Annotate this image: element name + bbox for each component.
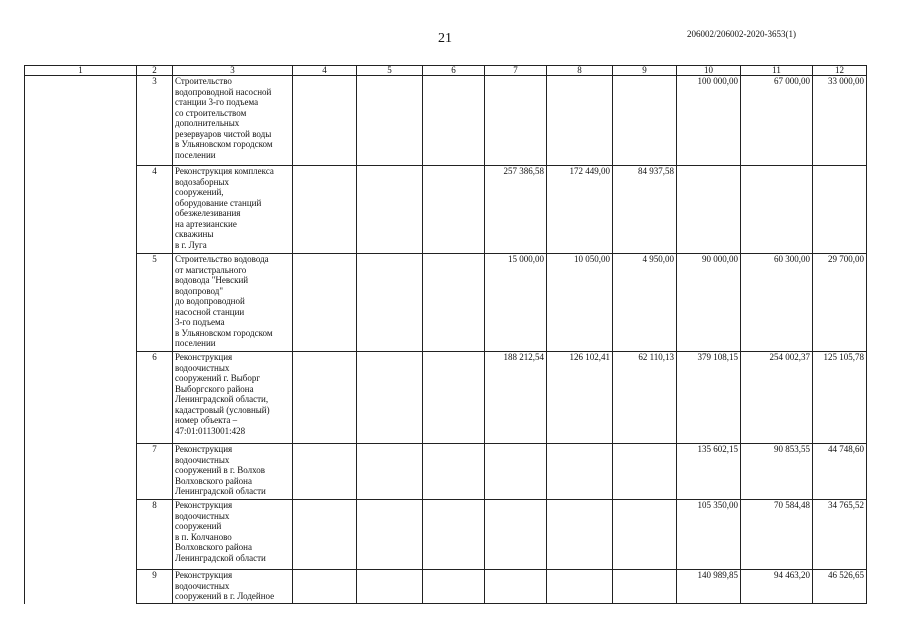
col6-cell [423,76,485,166]
group-cell [25,444,137,500]
col10-value-cell: 379 108,15 [677,352,741,444]
col10-value-cell: 105 350,00 [677,500,741,570]
col9-value-cell: 4 950,00 [613,254,677,352]
row-number-cell: 9 [137,570,173,604]
col10-value-cell: 90 000,00 [677,254,741,352]
col8-value-cell [547,570,613,604]
table-row [25,444,867,500]
col6-cell [423,444,485,500]
column-header: 11 [741,66,813,76]
column-header: 6 [423,66,485,76]
table-row [25,500,867,570]
group-cell [25,570,137,604]
row-number-cell: 5 [137,254,173,352]
column-header: 10 [677,66,741,76]
col9-value-cell: 84 937,58 [613,166,677,254]
col7-value-cell [485,76,547,166]
col4-cell [293,166,357,254]
col7-value-cell [485,570,547,604]
col8-value-cell: 126 102,41 [547,352,613,444]
col8-value-cell [547,444,613,500]
col12-value-cell: 34 765,52 [813,500,867,570]
col11-value-cell: 67 000,00 [741,76,813,166]
col5-cell [357,76,423,166]
group-cell [25,500,137,570]
col4-cell [293,352,357,444]
col11-value-cell: 90 853,55 [741,444,813,500]
col10-value-cell [677,166,741,254]
group-cell [25,352,137,444]
col4-cell [293,76,357,166]
col10-value-cell: 140 989,85 [677,570,741,604]
column-header: 1 [25,66,137,76]
col7-value-cell: 15 000,00 [485,254,547,352]
row-number-cell: 4 [137,166,173,254]
col6-cell [423,570,485,604]
col9-value-cell [613,76,677,166]
col9-value-cell [613,570,677,604]
col8-value-cell [547,76,613,166]
object-name-cell: Реконструкция водоочистных сооружений в п. Колчаново Волховского района Ленинградской области [173,500,293,570]
col12-value-cell: 33 000,00 [813,76,867,166]
col7-value-cell: 188 212,54 [485,352,547,444]
col6-cell [423,352,485,444]
col7-value-cell [485,500,547,570]
table-row [25,254,867,352]
column-number-row [25,66,867,76]
data-table [24,65,867,604]
col6-cell [423,500,485,570]
row-number-cell: 3 [137,76,173,166]
row-number-cell: 7 [137,444,173,500]
col6-cell [423,254,485,352]
col10-value-cell: 135 602,15 [677,444,741,500]
page-number: 21 [438,31,452,46]
col10-value-cell: 100 000,00 [677,76,741,166]
object-name-cell: Реконструкция водоочистных сооружений в г. Волхов Волховского района Ленинградской области [173,444,293,500]
col7-value-cell [485,444,547,500]
row-number-cell: 6 [137,352,173,444]
row-number-cell: 8 [137,500,173,570]
col4-cell [293,254,357,352]
col7-value-cell: 257 386,58 [485,166,547,254]
column-header: 3 [173,66,293,76]
col9-value-cell: 62 110,13 [613,352,677,444]
table-row [25,352,867,444]
col5-cell [357,500,423,570]
group-cell [25,254,137,352]
col11-value-cell [741,166,813,254]
object-name-cell: Реконструкция комплекса водозаборных сооружений, оборудование станций обезжелезивания на артезианские скважины в г. Луга [173,166,293,254]
col11-value-cell: 60 300,00 [741,254,813,352]
column-header: 5 [357,66,423,76]
col11-value-cell: 254 002,37 [741,352,813,444]
column-header: 7 [485,66,547,76]
col4-cell [293,444,357,500]
column-header: 4 [293,66,357,76]
col5-cell [357,254,423,352]
object-name-cell: Реконструкция водоочистных сооружений г. Выборг Выборгского района Ленинградской области, кадастровый (условный) номер объекта – 47:01:0113001:428 [173,352,293,444]
document-code: 206002/206002-2020-3653(1) [687,29,796,39]
col12-value-cell [813,166,867,254]
col11-value-cell: 94 463,20 [741,570,813,604]
col9-value-cell [613,444,677,500]
col12-value-cell: 29 700,00 [813,254,867,352]
col12-value-cell: 125 105,78 [813,352,867,444]
col6-cell [423,166,485,254]
col5-cell [357,444,423,500]
column-header: 12 [813,66,867,76]
group-cell [25,166,137,254]
column-header: 8 [547,66,613,76]
col11-value-cell: 70 584,48 [741,500,813,570]
col5-cell [357,352,423,444]
object-name-cell: Реконструкция водоочистных сооружений в г. Лодейное [173,570,293,604]
col8-value-cell: 172 449,00 [547,166,613,254]
group-cell [25,76,137,166]
col5-cell [357,166,423,254]
column-header: 2 [137,66,173,76]
col8-value-cell: 10 050,00 [547,254,613,352]
col4-cell [293,570,357,604]
column-header: 9 [613,66,677,76]
table-row [25,570,867,604]
object-name-cell: Строительство водовода от магистрального водовода "Невский водопровод" до водопроводной насосной станции 3-го подъема в Ульяновском городском поселении [173,254,293,352]
col12-value-cell: 46 526,65 [813,570,867,604]
object-name-cell: Строительство водопроводной насосной станции 3-го подъема со строительством дополнительных резервуаров чистой воды в Ульяновском городском поселении [173,76,293,166]
col5-cell [357,570,423,604]
col4-cell [293,500,357,570]
table-row [25,76,867,166]
table-row [25,166,867,254]
col12-value-cell: 44 748,60 [813,444,867,500]
col8-value-cell [547,500,613,570]
col9-value-cell [613,500,677,570]
